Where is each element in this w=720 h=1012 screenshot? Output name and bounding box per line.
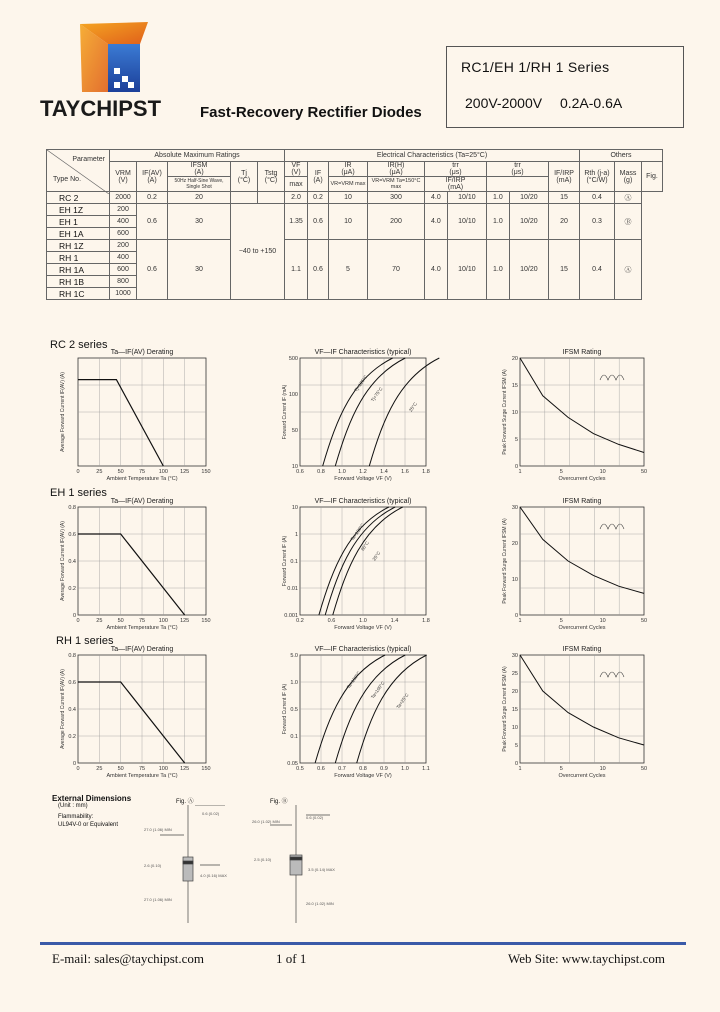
series-label: Tj=125°C (353, 374, 369, 393)
x-tick-label: 1.0 (401, 766, 409, 772)
x-tick-label: 1 (518, 469, 522, 475)
y-axis-label: Average Forward Current IF(AV) (A) (60, 372, 66, 452)
cell-ifirp: 10/10 (447, 192, 486, 204)
note-ifsm: 50Hz Half-Sine Wave, Single Shot (168, 177, 231, 192)
outline-drawing-a (140, 805, 250, 925)
chart-rh1-ifsm (490, 645, 656, 785)
y-tick-label: 0.2 (68, 586, 76, 592)
header-corner (47, 150, 110, 192)
chart-eh1-vfif (270, 497, 440, 635)
x-tick-label: 0.9 (380, 766, 388, 772)
y-tick-label: 0.2 (68, 734, 76, 740)
y-tick-label: 5 (514, 437, 518, 443)
x-tick-label: 25 (96, 618, 103, 624)
x-tick-label: 50 (640, 766, 648, 772)
cell-ifsm: 30 (168, 240, 231, 300)
x-tick-label: 1.4 (380, 469, 388, 475)
svg-text:2.5 (0.10): 2.5 (0.10) (254, 857, 272, 862)
x-tick-label: 5 (559, 766, 563, 772)
waveform-icon (600, 375, 624, 380)
x-tick-label: 100 (158, 766, 168, 772)
cell-ifsm: 30 (168, 204, 231, 240)
x-axis-label: Ambient Temperature Ta (°C) (106, 476, 178, 482)
header-ifsm: IFSM (190, 162, 208, 169)
x-axis-label: Ambient Temperature Ta (°C) (106, 773, 178, 779)
cell-trr: 4.0 (425, 192, 448, 204)
waveform-icon (600, 672, 624, 677)
cell-if: 0.2 (308, 192, 329, 204)
y-tick-label: 0.1 (290, 559, 298, 565)
chart-title: VF—IF Characteristics (typical) (314, 646, 412, 653)
cell-vrm: 2000 (110, 192, 137, 204)
cell-ifirp: 10/10 (447, 240, 486, 300)
x-tick-label: 1.8 (422, 469, 430, 475)
cell-if: 0.6 (308, 204, 329, 240)
chart-rh1-derating (50, 645, 218, 785)
y-tick-label: 20 (511, 689, 518, 695)
brand-logo (78, 20, 150, 94)
x-tick-label: 75 (138, 766, 146, 772)
y-tick-label: 0.8 (68, 505, 76, 511)
x-axis-label: Forward Voltage VF (V) (334, 476, 392, 482)
x-tick-label: 1.0 (359, 618, 367, 624)
y-tick-label: 0.8 (68, 653, 76, 659)
cell-tj (231, 192, 258, 204)
y-tick-label: 0.05 (287, 761, 298, 767)
cell-ir: 10 (329, 192, 368, 204)
cell-vrm: 400 (110, 216, 137, 228)
series-label: 80°C (359, 540, 370, 552)
series-line-2: 200V-2000V 0.2A-0.6A (465, 95, 623, 111)
unit-ifav: (A) (147, 176, 157, 184)
note-ir: VR=VRM max (329, 177, 368, 192)
cell-rth: 20 (549, 204, 580, 240)
y-tick-label: 25 (511, 671, 518, 677)
header-ifav: IF(AV) (142, 169, 162, 177)
cell-ifav: 0.6 (137, 240, 168, 300)
footer-page: 1 of 1 (276, 951, 307, 966)
cell-rth: 15 (549, 240, 580, 300)
x-tick-label: 50 (640, 618, 648, 624)
cell-tj-range: −40 to +150 (231, 204, 285, 300)
y-axis-label: Peak Forward Surge Current IFSM (A) (502, 369, 508, 455)
dim-flam: Flammability: (58, 814, 94, 820)
x-tick-label: 0.6 (327, 618, 336, 624)
chart-title: IFSM Rating (562, 646, 602, 653)
chart-rc2-derating (50, 348, 218, 484)
cell-ifirp2: 10/20 (509, 192, 548, 204)
y-tick-label: 0.001 (284, 613, 298, 619)
x-tick-label: 0.2 (296, 618, 304, 624)
chart-title: Ta—IF(AV) Derating (110, 498, 174, 505)
y-tick-label: 30 (511, 653, 518, 659)
y-tick-label: 20 (511, 356, 518, 362)
unit-ifirp: (mA) (447, 184, 464, 191)
x-tick-label: 150 (201, 469, 211, 475)
x-tick-label: 1.0 (338, 469, 346, 475)
y-tick-label: 10 (291, 505, 298, 511)
unit-vrm: (V) (118, 176, 128, 184)
header-trr: trr (452, 162, 459, 169)
cell-vrm: 1000 (110, 288, 137, 300)
cell-type: EH 1 (47, 216, 110, 228)
header-irh: IR(H) (387, 162, 405, 169)
cell-type: EH 1Z (47, 204, 110, 216)
surge-curve (520, 507, 644, 593)
x-tick-label: 125 (180, 618, 190, 624)
cell-trr2: 1.0 (486, 192, 509, 204)
x-tick-label: 50 (117, 469, 124, 475)
header-ir: IR (344, 162, 352, 169)
series-label: Tj=75°C (370, 386, 384, 403)
series-label: Ta=100°C (370, 680, 386, 700)
cell-vrm: 800 (110, 276, 137, 288)
x-tick-label: 125 (180, 766, 190, 772)
table-row (47, 204, 663, 216)
derating-curve (78, 682, 185, 763)
unit-trr-2: (μs) (511, 169, 524, 176)
x-tick-label: 0.5 (296, 766, 304, 772)
y-axis-label: Forward Current IF (mA) (282, 384, 288, 440)
chart-rc2-vfif (270, 348, 440, 484)
cell-ifirp2: 10/20 (509, 204, 548, 240)
cell-mass: 0.3 (580, 204, 615, 240)
cell-type: RH 1 (47, 252, 110, 264)
y-tick-label: 30 (511, 505, 518, 511)
unit-rth: (°C/W) (586, 176, 608, 184)
cell-type: RC 2 (47, 192, 110, 204)
cell-irh: 200 (368, 204, 425, 240)
series-line-1: RC1/EH 1/RH 1 Series (461, 59, 610, 75)
svg-text:2.6 (0.10): 2.6 (0.10) (144, 863, 162, 868)
y-tick-label: 500 (288, 356, 298, 362)
unit-mass: (g) (623, 176, 633, 184)
table-row (47, 240, 663, 252)
unit-vf: (V) (291, 169, 301, 176)
brand-name: TAYCHIPST (40, 96, 162, 121)
series-label: Ta=150°C (345, 670, 362, 690)
cell-if: 0.6 (308, 240, 329, 300)
chart-rh1-vfif (270, 645, 440, 785)
chart-title: IFSM Rating (562, 498, 602, 505)
x-axis-label: Ambient Temperature Ta (°C) (106, 625, 178, 631)
y-tick-label: 10 (291, 464, 298, 470)
y-axis-label: Average Forward Current IF(AV) (A) (60, 669, 66, 749)
cell-vf: 1.1 (285, 240, 308, 300)
x-tick-label: 50 (117, 766, 124, 772)
y-tick-label: 1.0 (290, 680, 298, 686)
cell-ifav: 0.2 (137, 192, 168, 204)
chart-eh1-ifsm (490, 497, 656, 635)
y-tick-label: 0 (72, 761, 76, 767)
y-tick-label: 15 (511, 383, 518, 389)
spec-table (46, 149, 663, 300)
x-tick-label: 0 (76, 766, 80, 772)
svg-text:0.6 (0.02): 0.6 (0.02) (306, 815, 324, 820)
unit-ifsm: (A) (194, 169, 204, 176)
y-tick-label: 0.5 (290, 707, 298, 713)
derating-curve (78, 534, 185, 615)
y-axis-label: Average Forward Current IF(AV) (A) (60, 521, 66, 601)
section-eh1: EH 1 series (50, 487, 107, 499)
document-subtitle: Fast-Recovery Rectifier Diodes (200, 104, 422, 121)
x-tick-label: 5 (559, 618, 563, 624)
x-tick-label: 1 (518, 766, 522, 772)
cell-type: RH 1Z (47, 240, 110, 252)
x-tick-label: 1 (518, 618, 522, 624)
x-tick-label: 0.6 (296, 469, 304, 475)
cell-type: RH 1A (47, 264, 110, 276)
svg-text:4.0 (0.16) MAX: 4.0 (0.16) MAX (200, 873, 227, 878)
chart-eh1-derating (50, 497, 218, 635)
svg-text:26.0 (1.02) MIN: 26.0 (1.02) MIN (306, 901, 334, 906)
cell-vf: 2.0 (285, 192, 308, 204)
waveform-icon (600, 524, 624, 529)
dim-title: External Dimensions (52, 794, 132, 803)
cell-ir: 5 (329, 240, 368, 300)
outline-drawing-b (250, 805, 360, 925)
svg-text:27.0 (1.06) MIN: 27.0 (1.06) MIN (144, 897, 172, 902)
header-if: IF (314, 169, 322, 177)
cell-type: RH 1C (47, 288, 110, 300)
x-tick-label: 10 (599, 766, 606, 772)
note-irh: VR=VRM Ta=150°C max (368, 177, 425, 192)
x-tick-label: 1.8 (422, 618, 430, 624)
x-tick-label: 1.4 (390, 618, 399, 624)
cell-type: RH 1B (47, 276, 110, 288)
y-tick-label: 100 (288, 392, 298, 398)
x-tick-label: 1.2 (359, 469, 367, 475)
unit-trr: (μs) (449, 169, 462, 176)
section-rh1: RH 1 series (56, 635, 114, 647)
header-tstg: Tstg (264, 169, 278, 177)
cell-rth: 15 (549, 192, 580, 204)
fig-a-label: Fig. Ⓐ (176, 799, 194, 805)
svg-text:26.0 (1.02) MIN: 26.0 (1.02) MIN (252, 819, 280, 824)
unit-ir: (μA) (341, 169, 355, 176)
y-tick-label: 1 (294, 532, 298, 538)
y-tick-label: 5.0 (290, 653, 298, 659)
header-fig: Fig. (646, 173, 658, 180)
chart-title: Ta—IF(AV) Derating (110, 646, 174, 653)
chart-title: VF—IF Characteristics (typical) (314, 349, 412, 356)
unit-tj: (°C) (237, 176, 251, 184)
header-parameter: Parameter (72, 156, 105, 163)
x-axis-label: Overcurrent Cycles (558, 476, 606, 482)
cell-mass: 0.4 (580, 240, 615, 300)
cell-trr2: 1.0 (486, 204, 509, 240)
footer-divider (40, 942, 686, 945)
cell-vrm: 400 (110, 252, 137, 264)
surge-curve (520, 655, 644, 745)
y-tick-label: 20 (511, 541, 518, 547)
y-axis-label: Peak Forward Surge Current IFSM (A) (502, 666, 508, 752)
cell-fig: Ⓐ (615, 240, 642, 300)
y-tick-label: 10 (511, 725, 518, 731)
x-tick-label: 125 (180, 469, 190, 475)
y-tick-label: 0.4 (68, 707, 76, 713)
y-tick-label: 0 (514, 464, 518, 470)
cell-ifirp2: 10/20 (509, 240, 548, 300)
series-box (446, 46, 684, 128)
x-tick-label: 150 (201, 766, 211, 772)
chart-title: VF—IF Characteristics (typical) (314, 498, 412, 505)
cell-ifsm: 20 (168, 192, 231, 204)
header-typeno: Type No. (53, 176, 82, 183)
header-rth: Rth (j-a) (584, 169, 610, 177)
y-tick-label: 0 (514, 613, 518, 619)
surge-curve (520, 358, 644, 453)
x-tick-label: 1.6 (401, 469, 409, 475)
y-tick-label: 0.1 (290, 734, 298, 740)
x-tick-label: 10 (599, 618, 606, 624)
cell-ifirp: 10/10 (447, 204, 486, 240)
x-tick-label: 25 (96, 766, 103, 772)
header-tj: Tj (241, 169, 247, 177)
header-trr-2: trr (514, 162, 521, 169)
unit-irh: (μA) (389, 169, 403, 176)
cell-vf: 1.35 (285, 204, 308, 240)
svg-text:0.6 (0.02): 0.6 (0.02) (202, 811, 220, 816)
series-label: Ta=25°C (395, 692, 410, 710)
cell-irh: 70 (368, 240, 425, 300)
cell-trr2: 1.0 (486, 240, 509, 300)
unit-ifirp-2: (mA) (556, 176, 572, 184)
header-ifirp-2: IF/IRP (554, 169, 574, 177)
y-tick-label: 0.4 (68, 559, 76, 565)
y-axis-label: Peak Forward Surge Current IFSM (A) (502, 518, 508, 604)
cell-vrm: 200 (110, 240, 137, 252)
chart-rc2-ifsm (490, 348, 656, 484)
x-axis-label: Overcurrent Cycles (558, 773, 606, 779)
cell-irh: 300 (368, 192, 425, 204)
x-tick-label: 75 (138, 618, 146, 624)
fig-b-label: Fig. Ⓑ (270, 799, 288, 805)
header-elec: Electrical Characteristics (Ta=25°C) (285, 150, 580, 162)
cell-mass: 0.4 (580, 192, 615, 204)
y-tick-label: 0 (72, 613, 76, 619)
cell-trr: 4.0 (425, 204, 448, 240)
x-axis-label: Forward Voltage VF (V) (334, 625, 392, 631)
section-rc2: RC 2 series (50, 339, 108, 351)
cell-fig: Ⓑ (615, 204, 642, 240)
cell-fig: Ⓐ (615, 192, 642, 204)
y-tick-label: 50 (291, 428, 298, 434)
x-tick-label: 10 (599, 469, 606, 475)
dim-unit: (Unit : mm) (58, 803, 88, 809)
series-label: 25°C (371, 550, 382, 562)
x-tick-label: 0 (76, 469, 80, 475)
x-axis-label: Forward Voltage VF (V) (334, 773, 392, 779)
y-tick-label: 0.01 (287, 586, 298, 592)
table-row (47, 192, 663, 204)
dim-flam-val: UL94V-0 or Equivalent (58, 822, 119, 828)
y-tick-label: 10 (511, 410, 518, 416)
x-axis-label: Overcurrent Cycles (558, 625, 606, 631)
y-axis-label: Forward Current IF (A) (282, 683, 288, 735)
y-tick-label: 5 (514, 743, 518, 749)
x-tick-label: 0 (76, 618, 80, 624)
unit-tstg: (°C) (264, 176, 278, 184)
svg-text:3.5 (0.14) MAX: 3.5 (0.14) MAX (308, 867, 335, 872)
x-tick-label: 0.7 (338, 766, 346, 772)
cell-type: EH 1A (47, 228, 110, 240)
chart-title: Ta—IF(AV) Derating (110, 349, 174, 356)
note-vf-max: max (285, 177, 308, 192)
svg-text:27.0 (1.06) MIN: 27.0 (1.06) MIN (144, 827, 172, 832)
cell-vrm: 600 (110, 228, 137, 240)
y-tick-label: 10 (511, 577, 518, 583)
x-tick-label: 25 (96, 469, 103, 475)
x-tick-label: 0.8 (317, 469, 325, 475)
y-tick-label: 0.6 (68, 532, 76, 538)
x-tick-label: 1.1 (422, 766, 430, 772)
series-label: Ta=100°C (349, 522, 366, 542)
header-mass: Mass (619, 169, 637, 177)
x-tick-label: 100 (158, 469, 168, 475)
x-tick-label: 0.8 (359, 766, 367, 772)
x-tick-label: 0.6 (317, 766, 325, 772)
footer-website[interactable]: Web Site: www.taychipst.com (508, 951, 665, 966)
x-tick-label: 50 (640, 469, 648, 475)
footer-email[interactable]: E-mail: sales@taychipst.com (52, 951, 205, 966)
unit-if: (A) (313, 176, 323, 184)
x-tick-label: 100 (158, 618, 168, 624)
cell-tstg (258, 192, 285, 204)
header-vrm: VRM (115, 169, 131, 177)
header-ifirp: IF/IRP (445, 177, 466, 184)
chart-title: IFSM Rating (562, 349, 602, 356)
series-label: 25°C (408, 401, 418, 413)
header-abs-max: Absolute Maximum Ratings (110, 150, 285, 162)
y-tick-label: 0 (514, 761, 518, 767)
x-tick-label: 150 (201, 618, 211, 624)
cell-vrm: 600 (110, 264, 137, 276)
y-tick-label: 15 (511, 707, 518, 713)
x-tick-label: 75 (138, 469, 146, 475)
header-vf: VF (291, 162, 301, 169)
cell-vrm: 200 (110, 204, 137, 216)
x-tick-label: 5 (559, 469, 563, 475)
y-tick-label: 0.6 (68, 680, 76, 686)
cell-trr: 4.0 (425, 240, 448, 300)
y-axis-label: Forward Current IF (A) (282, 535, 288, 587)
x-tick-label: 50 (117, 618, 124, 624)
cell-ir: 10 (329, 204, 368, 240)
cell-ifav: 0.6 (137, 204, 168, 240)
header-others: Others (580, 150, 663, 162)
